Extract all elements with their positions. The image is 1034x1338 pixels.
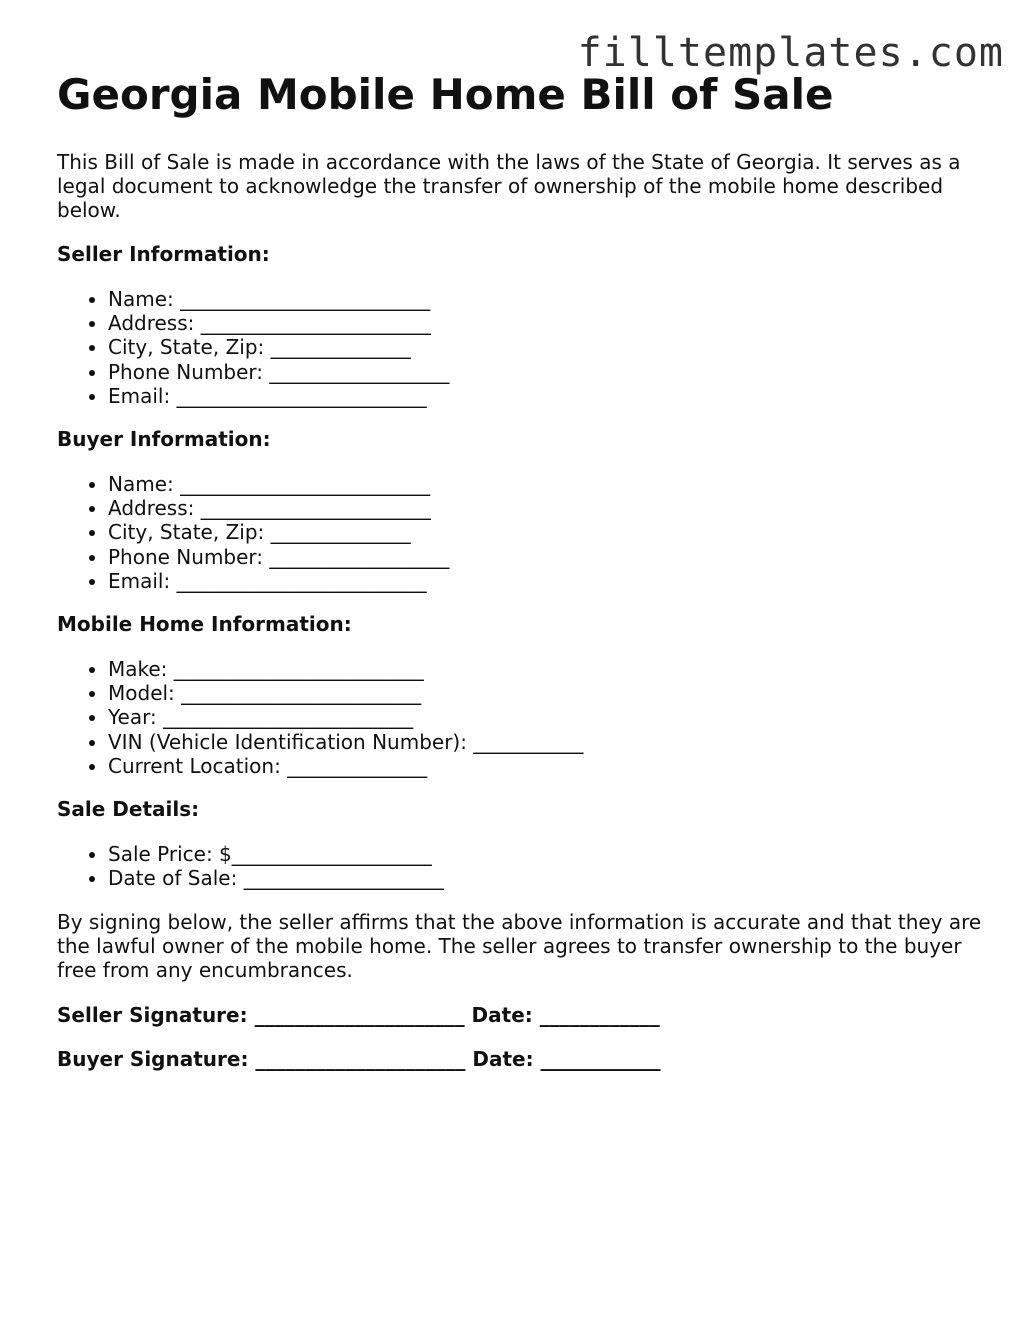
sale-price-field[interactable]: • Sale Price: $____________________	[108, 842, 444, 866]
buyer-email-field[interactable]: • Email: _________________________	[108, 569, 449, 593]
current-location-field[interactable]: • Current Location: ______________	[108, 754, 583, 778]
sale-section-heading: Sale Details:	[57, 797, 200, 821]
seller-address-field[interactable]: • Address: _______________________	[108, 311, 449, 335]
affirmation-paragraph: By signing below, the seller affirms that the above information is accurate and that they are the lawful owner of the mobile home. The seller agrees to transfer ownership to the buyer free from any encumbrances.	[57, 910, 982, 982]
page-title: Georgia Mobile Home Bill of Sale	[57, 70, 834, 119]
buyer-city-state-zip-field[interactable]: • City, State, Zip: ______________	[108, 520, 449, 544]
sale-fields-list	[57, 842, 444, 890]
buyer-name-field[interactable]: • Name: _________________________	[108, 472, 449, 496]
date-of-sale-field[interactable]: • Date of Sale: ____________________	[108, 866, 444, 890]
seller-email-field[interactable]: • Email: _________________________	[108, 384, 449, 408]
seller-phone-field[interactable]: • Phone Number: __________________	[108, 360, 449, 384]
buyer-signature-line[interactable]: Buyer Signature: _____________________ Date: ____________	[57, 1047, 661, 1071]
watermark-logo: filltemplates.com	[577, 30, 1004, 76]
buyer-section-heading: Buyer Information:	[57, 427, 271, 451]
year-field[interactable]: • Year: _________________________	[108, 705, 583, 729]
mobile-home-section-heading: Mobile Home Information:	[57, 612, 352, 636]
buyer-fields-list	[57, 472, 449, 593]
seller-signature-line[interactable]: Seller Signature: _____________________ Date: ____________	[57, 1003, 660, 1027]
seller-section-heading: Seller Information:	[57, 242, 270, 266]
intro-paragraph: This Bill of Sale is made in accordance with the laws of the State of Georgia. It serves as a legal document to acknowledge the transfer of ownership of the mobile home described below.	[57, 150, 961, 222]
buyer-address-field[interactable]: • Address: _______________________	[108, 496, 449, 520]
vin-field[interactable]: • VIN (Vehicle Identification Number): ___________	[108, 730, 583, 754]
seller-fields-list	[57, 287, 449, 408]
seller-city-state-zip-field[interactable]: • City, State, Zip: ______________	[108, 335, 449, 359]
model-field[interactable]: • Model: ________________________	[108, 681, 583, 705]
make-field[interactable]: • Make: _________________________	[108, 657, 583, 681]
seller-name-field[interactable]: • Name: _________________________	[108, 287, 449, 311]
mobile-home-fields-list	[57, 657, 583, 778]
buyer-phone-field[interactable]: • Phone Number: __________________	[108, 545, 449, 569]
